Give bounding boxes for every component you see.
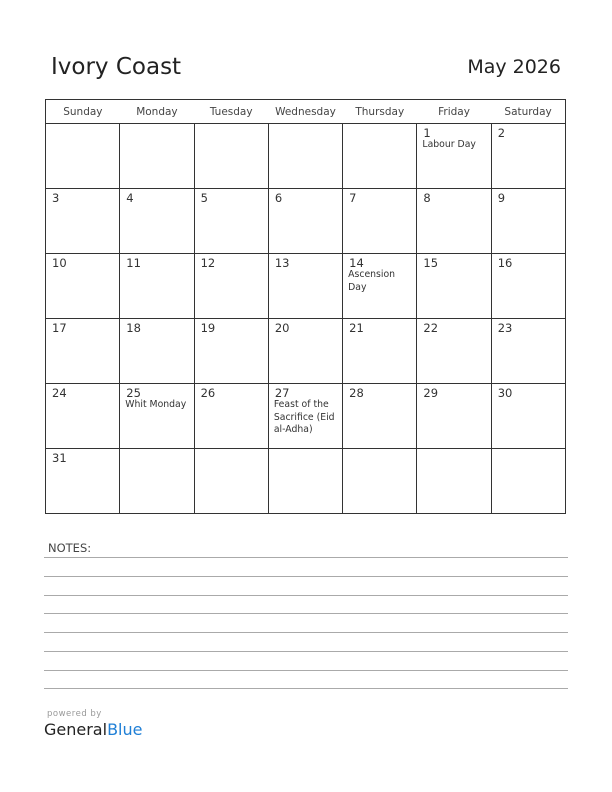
day-number: 22 — [423, 321, 439, 335]
holiday-label: Feast of the Sacrifice (Eid al-Adha) — [273, 399, 335, 435]
day-cell[interactable] — [491, 254, 565, 319]
day-number: 31 — [52, 451, 67, 465]
day-number: 29 — [423, 386, 439, 400]
day-cell[interactable] — [46, 124, 120, 189]
note-line[interactable] — [44, 576, 568, 577]
day-number: 4 — [126, 191, 134, 205]
day-number: 15 — [423, 256, 439, 270]
day-cell[interactable] — [46, 449, 120, 514]
weekday-header: Sunday — [46, 100, 120, 124]
weekday-header: Wednesday — [268, 100, 342, 124]
note-line[interactable] — [44, 613, 568, 614]
day-number: 10 — [52, 256, 67, 270]
month-year-title: May 2026 — [467, 56, 561, 78]
calendar-header — [51, 54, 561, 86]
day-cell[interactable] — [120, 319, 194, 384]
day-cell[interactable] — [120, 254, 194, 319]
day-number: 7 — [349, 191, 357, 205]
day-cell[interactable] — [343, 449, 417, 514]
holiday-label: Ascension Day — [348, 269, 396, 293]
weekday-header: Thursday — [343, 100, 417, 124]
day-cell[interactable] — [417, 384, 491, 449]
day-number: 20 — [274, 321, 290, 335]
day-number: 16 — [497, 256, 513, 270]
day-cell[interactable] — [120, 189, 194, 254]
day-cell[interactable] — [194, 254, 268, 319]
day-number: 23 — [497, 321, 513, 335]
day-cell[interactable] — [120, 449, 194, 514]
day-cell[interactable] — [343, 254, 417, 319]
day-cell[interactable] — [268, 319, 342, 384]
day-number: 18 — [126, 321, 141, 335]
notes-label: NOTES: — [48, 541, 92, 555]
day-number: 9 — [497, 191, 506, 205]
day-number: 25 — [126, 386, 141, 400]
day-number: 30 — [497, 386, 513, 400]
day-cell[interactable] — [46, 254, 120, 319]
day-cell[interactable] — [268, 254, 342, 319]
note-line[interactable] — [44, 670, 568, 671]
day-cell[interactable] — [491, 124, 565, 189]
day-number: 1 — [423, 126, 431, 140]
day-number: 24 — [52, 386, 67, 400]
day-cell[interactable] — [417, 319, 491, 384]
weekday-header: Saturday — [491, 100, 565, 124]
country-title: Ivory Coast — [51, 54, 182, 80]
day-cell[interactable] — [417, 189, 491, 254]
day-number: 21 — [349, 321, 364, 335]
day-cell[interactable] — [417, 449, 491, 514]
week-row — [46, 124, 566, 189]
brand-logo[interactable] — [44, 709, 142, 739]
day-cell[interactable] — [268, 189, 342, 254]
day-cell[interactable] — [268, 124, 342, 189]
calendar-grid — [45, 99, 566, 514]
brand-general-text: General — [44, 720, 108, 739]
day-number: 6 — [274, 191, 283, 205]
weekday-header-row — [46, 100, 566, 124]
holiday-label: Whit Monday — [125, 399, 187, 410]
day-cell[interactable] — [491, 189, 565, 254]
day-cell[interactable] — [120, 124, 194, 189]
day-cell[interactable] — [491, 319, 565, 384]
day-number: 27 — [274, 386, 290, 400]
day-number: 3 — [52, 191, 60, 205]
day-cell[interactable] — [194, 449, 268, 514]
day-number: 8 — [423, 191, 431, 205]
day-number: 26 — [200, 386, 216, 400]
day-cell[interactable] — [491, 384, 565, 449]
day-cell[interactable] — [268, 384, 342, 449]
powered-by-text: powered by — [47, 709, 102, 719]
day-cell[interactable] — [46, 189, 120, 254]
note-line[interactable] — [44, 651, 568, 652]
brand-name — [44, 720, 142, 739]
day-number: 12 — [200, 256, 216, 270]
day-cell[interactable] — [417, 254, 491, 319]
day-cell[interactable] — [343, 319, 417, 384]
week-row — [46, 384, 566, 449]
day-number: 14 — [349, 256, 364, 270]
day-cell[interactable] — [46, 384, 120, 449]
day-cell[interactable] — [417, 124, 491, 189]
day-cell[interactable] — [343, 189, 417, 254]
day-number: 2 — [497, 126, 506, 140]
day-cell[interactable] — [343, 384, 417, 449]
week-row — [46, 449, 566, 514]
brand-blue-text: Blue — [107, 720, 143, 739]
day-cell[interactable] — [194, 319, 268, 384]
day-number: 11 — [126, 256, 141, 270]
day-cell[interactable] — [343, 124, 417, 189]
holiday-label: Labour Day — [422, 139, 476, 150]
day-cell[interactable] — [120, 384, 194, 449]
note-line[interactable] — [44, 557, 568, 558]
day-number: 28 — [349, 386, 364, 400]
note-line[interactable] — [44, 632, 568, 633]
week-row — [46, 319, 566, 384]
note-line[interactable] — [44, 595, 568, 596]
day-cell[interactable] — [194, 124, 268, 189]
week-row — [46, 189, 566, 254]
day-cell[interactable] — [46, 319, 120, 384]
day-cell[interactable] — [194, 189, 268, 254]
weekday-header: Friday — [417, 100, 491, 124]
note-line[interactable] — [44, 688, 568, 689]
weekday-header: Tuesday — [194, 100, 268, 124]
weekday-header: Monday — [120, 100, 194, 124]
day-cell[interactable] — [268, 449, 342, 514]
day-cell[interactable] — [194, 384, 268, 449]
day-number: 13 — [274, 256, 290, 270]
week-row — [46, 254, 566, 319]
day-cell[interactable] — [491, 449, 565, 514]
day-number: 5 — [200, 191, 208, 205]
day-number: 17 — [52, 321, 67, 335]
day-number: 19 — [200, 321, 216, 335]
